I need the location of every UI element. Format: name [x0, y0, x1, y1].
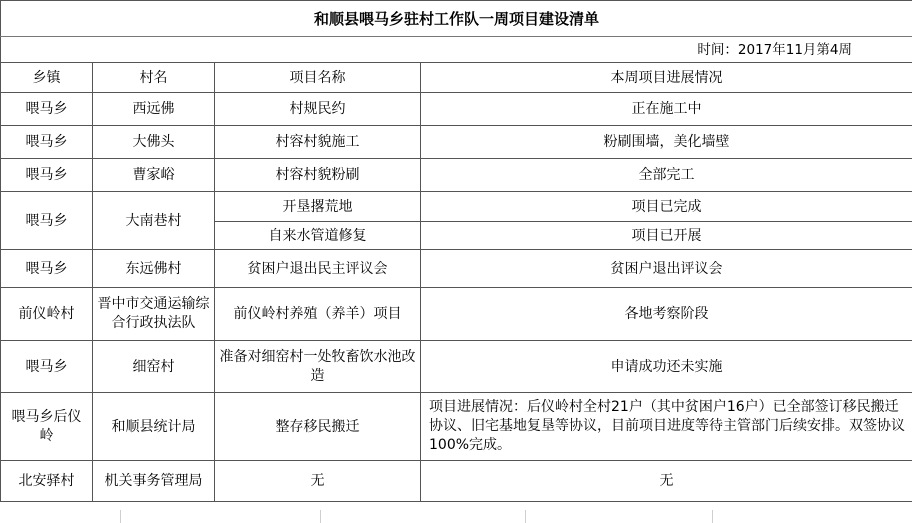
cell-village: 大佛头	[93, 126, 215, 159]
title-row	[1, 1, 912, 37]
cell-project: 无	[215, 461, 421, 502]
cell-town: 喂马乡后仪岭	[1, 393, 93, 461]
cell-project: 自来水管道修复	[215, 222, 421, 250]
cell-project: 整存移民搬迁	[215, 393, 421, 461]
page-title: 和顺县喂马乡驻村工作队一周项目建设清单	[1, 1, 912, 37]
cell-village: 晋中市交通运输综合行政执法队	[93, 288, 215, 341]
table-row	[1, 192, 912, 222]
cell-progress: 各地考察阶段	[421, 288, 912, 341]
cell-progress: 无	[421, 461, 912, 502]
cell-village: 东远佛村	[93, 250, 215, 288]
gridline	[525, 510, 526, 523]
header-town: 乡镇	[1, 63, 93, 93]
table-row	[1, 288, 912, 341]
cell-town: 喂马乡	[1, 93, 93, 126]
gridline	[120, 510, 121, 523]
cell-project: 准备对细窑村一处牧畜饮水池改造	[215, 341, 421, 393]
cell-village: 曹家峪	[93, 159, 215, 192]
cell-town: 喂马乡	[1, 126, 93, 159]
table-row	[1, 159, 912, 192]
cell-village: 西远佛	[93, 93, 215, 126]
table-row	[1, 126, 912, 159]
date-text: 时间：2017年11月第4周	[1, 37, 912, 63]
cell-village: 细窑村	[93, 341, 215, 393]
table-row	[1, 461, 912, 502]
table-row	[1, 341, 912, 393]
cell-town: 北安驿村	[1, 461, 93, 502]
cell-town: 喂马乡	[1, 250, 93, 288]
cell-town: 喂马乡	[1, 159, 93, 192]
cell-town: 前仪岭村	[1, 288, 93, 341]
cell-project: 村容村貌粉刷	[215, 159, 421, 192]
cell-progress: 项目已完成	[421, 192, 912, 222]
header-row	[1, 63, 912, 93]
header-progress: 本周项目进展情况	[421, 63, 912, 93]
table-row	[1, 93, 912, 126]
header-project: 项目名称	[215, 63, 421, 93]
table-row	[1, 250, 912, 288]
cell-village: 和顺县统计局	[93, 393, 215, 461]
cell-project: 村规民约	[215, 93, 421, 126]
cell-village: 机关事务管理局	[93, 461, 215, 502]
cell-project: 开垦撂荒地	[215, 192, 421, 222]
cell-progress: 正在施工中	[421, 93, 912, 126]
cell-progress: 粉刷围墙，美化墙壁	[421, 126, 912, 159]
cell-project: 前仪岭村养殖（养羊）项目	[215, 288, 421, 341]
cell-progress: 申请成功还未实施	[421, 341, 912, 393]
cell-town: 喂马乡	[1, 192, 93, 250]
cell-progress: 项目进展情况：后仪岭村全村21户（其中贫困户16户）已全部签订移民搬迁协议、旧宅基地复垦等协议，目前项目进度等待主管部门后续安排。双签协议100%完成。	[421, 393, 912, 461]
table-row	[1, 393, 912, 461]
cell-project: 贫困户退出民主评议会	[215, 250, 421, 288]
gridline	[320, 510, 321, 523]
cell-progress: 项目已开展	[421, 222, 912, 250]
cell-town: 喂马乡	[1, 341, 93, 393]
cell-village: 大南巷村	[93, 192, 215, 250]
gridline	[712, 510, 713, 523]
header-village: 村名	[93, 63, 215, 93]
cell-project: 村容村貌施工	[215, 126, 421, 159]
cell-progress: 全部完工	[421, 159, 912, 192]
date-row	[1, 37, 912, 63]
cell-progress: 贫困户退出评议会	[421, 250, 912, 288]
